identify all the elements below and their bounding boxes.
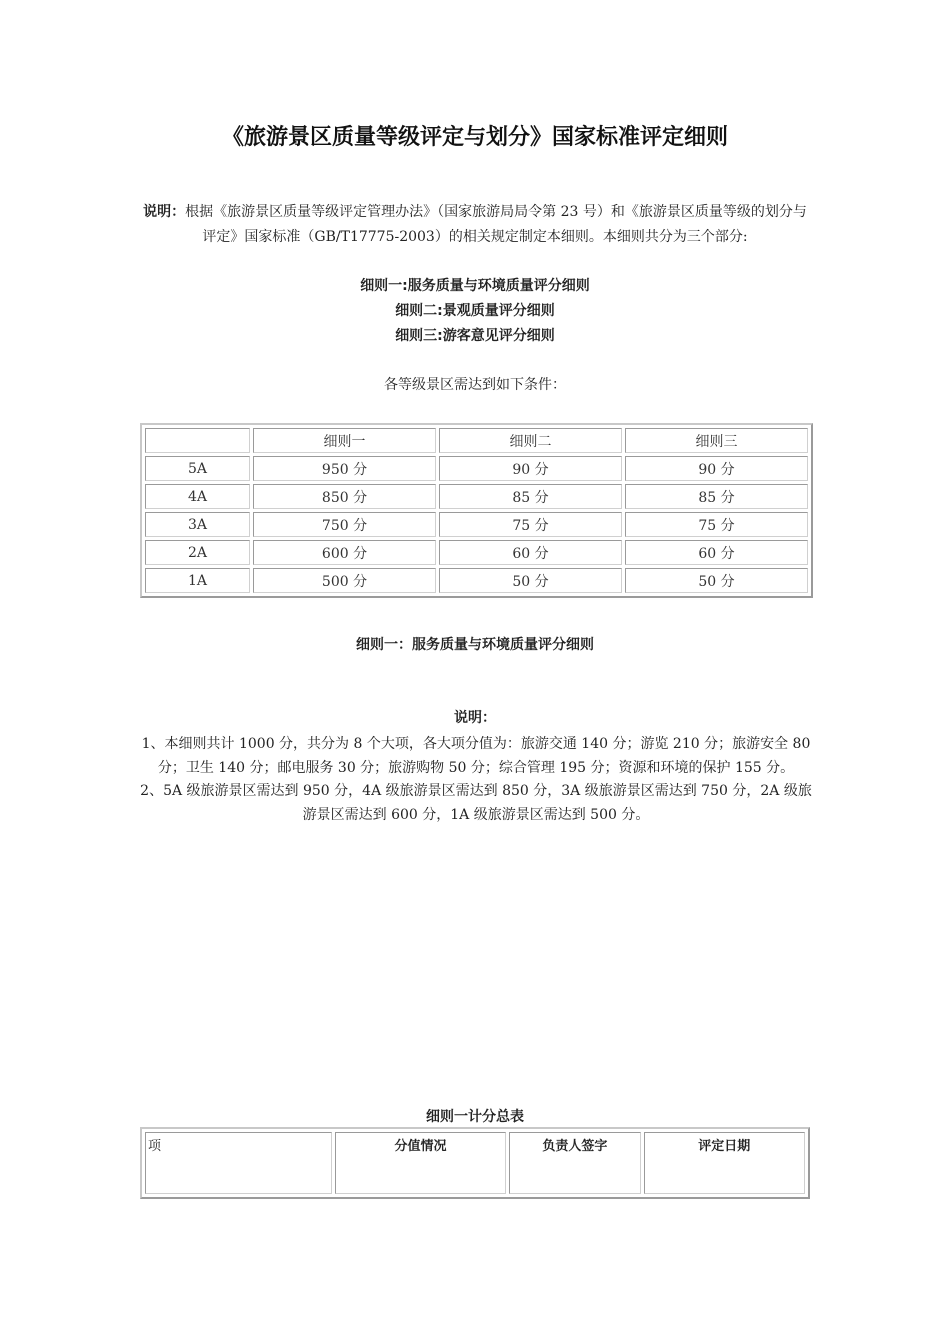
table-row xyxy=(145,512,808,537)
table-cell: 750 分 xyxy=(253,512,436,537)
intro-text: 根据《旅游景区质量等级评定管理办法》（国家旅游局局令第 23 号）和《旅游景区质量等级的划分与评定》国家标准（GB/T17775-2003）的相关规定制定本细则。本细则共分为三个部分: xyxy=(185,204,807,245)
grade-cell: 3A xyxy=(145,512,250,537)
table-header-cell: 细则一 xyxy=(253,428,436,453)
table-row xyxy=(145,568,808,593)
grade-cell: 1A xyxy=(145,568,250,593)
section1-heading: 细则一：服务质量与环境质量评分细则 xyxy=(356,637,594,653)
table-cell: 60 分 xyxy=(439,540,622,565)
conditions-heading: 各等级景区需达到如下条件： xyxy=(384,377,566,393)
table-header-row xyxy=(145,428,808,453)
table-header-cell: 细则三 xyxy=(625,428,808,453)
table-row xyxy=(145,540,808,565)
table-cell: 50 分 xyxy=(625,568,808,593)
table-header-cell: 评定日期 xyxy=(644,1132,806,1194)
intro-label: 说明： xyxy=(143,204,186,220)
note-item: 2、5A 级旅游景区需达到 950 分，4A 级旅游景区需达到 850 分，3A 级旅游景区需达到 750 分，2A 级旅游景区需达到 600 分，1A 级旅游景区需达到 500 分。 xyxy=(140,783,812,823)
grade-requirements-table xyxy=(140,423,813,598)
table-header-row xyxy=(145,1132,805,1194)
table-cell: 500 分 xyxy=(253,568,436,593)
table-header-cell: 分值情况 xyxy=(335,1132,507,1194)
table-cell: 90 分 xyxy=(625,456,808,481)
note-item: 1、本细则共计 1000 分，共分为 8 个大项，各大项分值为：旅游交通 140 分；游览 210 分；旅游安全 80 分；卫生 140 分；邮电服务 30 分；旅游购物 50 分；综合管理 195 分；资源和环境的保护 155 分。 xyxy=(141,736,811,776)
table-header-cell: 负责人签字 xyxy=(509,1132,640,1194)
summary-table xyxy=(140,1127,810,1199)
table-header-cell xyxy=(145,428,250,453)
grade-cell: 4A xyxy=(145,484,250,509)
grade-cell: 5A xyxy=(145,456,250,481)
rules-list xyxy=(140,274,810,349)
table-cell: 60 分 xyxy=(625,540,808,565)
rule-item: 细则三:游客意见评分细则 xyxy=(395,328,555,344)
table-cell: 85 分 xyxy=(439,484,622,509)
notes-list xyxy=(140,733,812,827)
summary-table-title: 细则一计分总表 xyxy=(426,1109,524,1125)
table-cell: 75 分 xyxy=(439,512,622,537)
intro-paragraph xyxy=(140,200,810,250)
table-row xyxy=(145,456,808,481)
table-header-cell: 细则二 xyxy=(439,428,622,453)
document-title: 《旅游景区质量等级评定与划分》国家标准评定细则 xyxy=(221,125,728,150)
table-cell: 50 分 xyxy=(439,568,622,593)
table-cell: 950 分 xyxy=(253,456,436,481)
table-cell: 90 分 xyxy=(439,456,622,481)
rule-item: 细则二:景观质量评分细则 xyxy=(395,303,555,319)
table-row xyxy=(145,484,808,509)
table-cell: 85 分 xyxy=(625,484,808,509)
rule-item: 细则一:服务质量与环境质量评分细则 xyxy=(360,278,590,294)
notes-heading: 说明： xyxy=(454,710,496,726)
table-cell: 600 分 xyxy=(253,540,436,565)
table-cell: 850 分 xyxy=(253,484,436,509)
table-cell: 75 分 xyxy=(625,512,808,537)
table-header-cell: 项 xyxy=(145,1132,332,1194)
grade-cell: 2A xyxy=(145,540,250,565)
